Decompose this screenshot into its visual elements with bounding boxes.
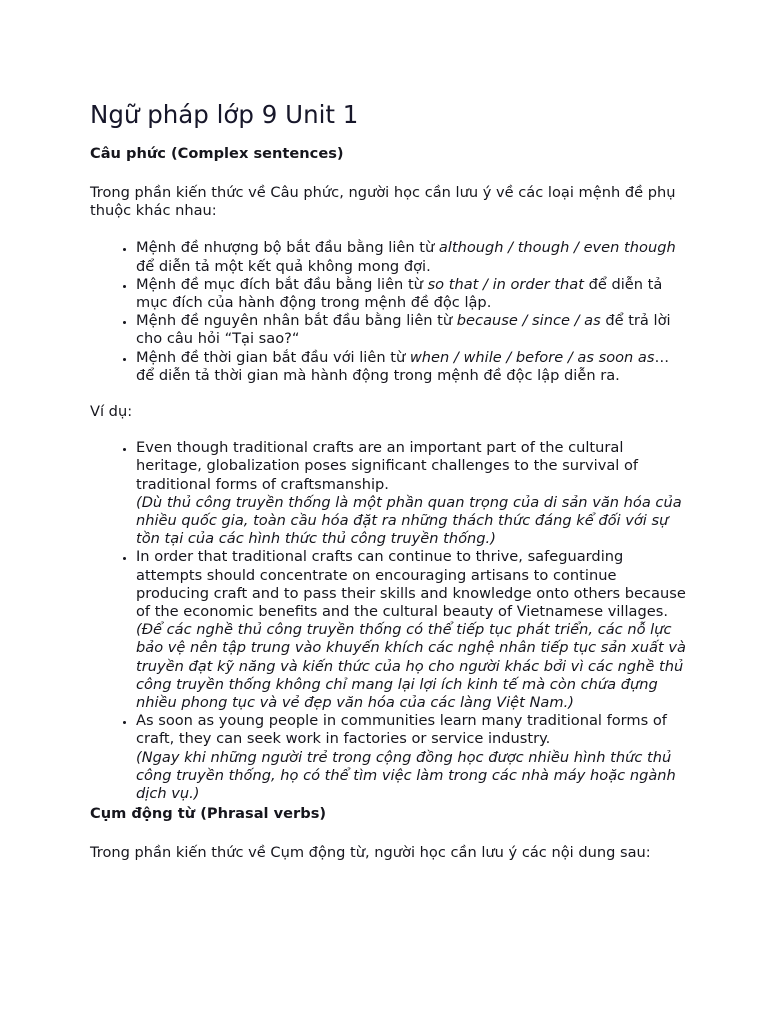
list-item: • Mệnh đề thời gian bắt đầu với liên từ when / while / before / as soon as… để diễn tả thời gian mà hành động trong mệnh đề độc lập diễn ra.: [136, 349, 688, 385]
section-intro-complex-sentences: Trong phần kiến thức về Câu phức, người học cần lưu ý về các loại mệnh đề phụ thuộc khác nhau:: [90, 184, 676, 220]
examples-list: [90, 439, 688, 803]
example-vietnamese-translation: (Dù thủ công truyền thống là một phần quan trọng của di sản văn hóa của nhiều quốc gia, toàn cầu hóa đặt ra những thách thức đáng kể đối với sự tồn tại của các hình thức thủ công truyền thống.): [136, 493, 682, 548]
conjunction-keywords: when / while / before / as soon as: [409, 348, 655, 366]
list-item: • Mệnh đề mục đích bắt đầu bằng liên từ so that / in order that để diễn tả mục đích của hành động trong mệnh đề độc lập.: [136, 276, 688, 312]
section-heading-phrasal-verbs: Cụm động từ (Phrasal verbs): [90, 805, 327, 823]
example-vietnamese-translation: (Ngay khi những người trẻ trong cộng đồng học được nhiều hình thức thủ công truyền thống, họ có thể tìm việc làm trong các nhà máy hoặc ngành dịch vụ.): [136, 748, 676, 803]
conjunction-keywords: so that / in order that: [427, 275, 584, 293]
section-heading-complex-sentences: Câu phức (Complex sentences): [90, 145, 344, 162]
example-vietnamese-translation: (Để các nghề thủ công truyền thống có thể tiếp tục phát triển, các nỗ lực bảo vệ nên tập trung vào khuyến khích các nghệ nhân tiếp tục sản xuất và truyền đạt kỹ năng và kiến thức của họ cho người khác bởi vì các nghề thủ công truyền thống không chỉ mang lại lợi ích kinh tế mà còn chứa đựng nhiều phong tục và vẻ đẹp văn hóa của các làng Việt Nam.): [136, 621, 686, 712]
clause-types-list: [90, 239, 688, 385]
example-english: In order that traditional crafts can continue to thrive, safeguarding attempts should concentrate on encouraging artisans to continue producing craft and to pass their skills and knowledge onto others because of the economic benefits and the cultural beauty of Vietnamese villages.: [136, 548, 686, 621]
list-item: [136, 712, 688, 803]
example-english: As soon as young people in communities learn many traditional forms of craft, they can seek work in factories or service industry.: [136, 712, 667, 748]
list-item: • Mệnh đề nguyên nhân bắt đầu bằng liên từ because / since / as để trả lời cho câu hỏi “Tại sao?“: [136, 312, 688, 348]
conjunction-keywords: because / since / as: [456, 312, 601, 330]
conjunction-keywords: although / though / even though: [438, 239, 676, 257]
example-english: Even though traditional crafts are an important part of the cultural heritage, globalization poses significant challenges to the survival of traditional forms of craftsmanship.: [136, 439, 639, 493]
page-title: Ngữ pháp lớp 9 Unit 1: [90, 100, 359, 129]
list-item: • Mệnh đề nhượng bộ bắt đầu bằng liên từ although / though / even though để diễn tả một kết quả không mong đợi.: [136, 239, 688, 275]
section-intro-phrasal-verbs: Trong phần kiến thức về Cụm động từ, người học cần lưu ý các nội dung sau:: [90, 844, 651, 862]
list-item: [136, 439, 688, 548]
examples-label: Ví dụ:: [90, 403, 133, 421]
list-item: [136, 548, 688, 712]
